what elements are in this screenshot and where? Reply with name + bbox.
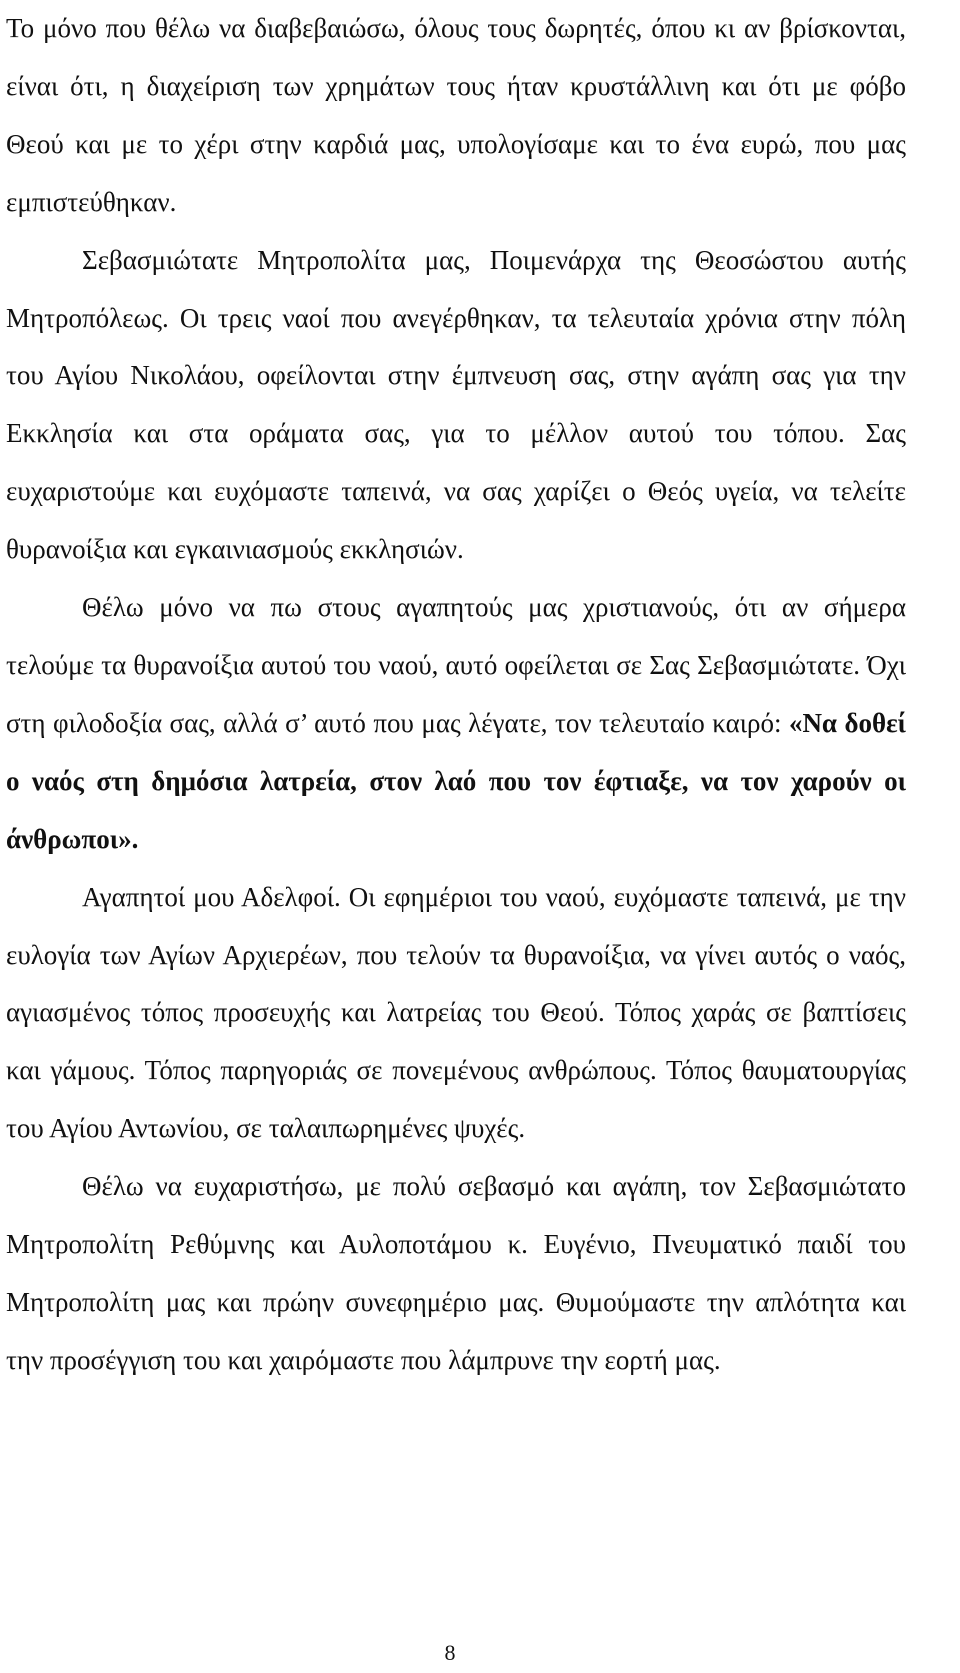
paragraph-opening-quote: «Να δοθεί ο ναός στη δημόσια λατρεία, στον λαό που τον έφτιαξε, να τον χαρούν οι άνθρωποι». [6,707,906,854]
page-number: 8 [444,1640,456,1665]
paragraph-opening-text: Θέλω μόνο να πω στους αγαπητούς μας χριστιανούς, ότι αν σήμερα τελούμε τα θυρανοίξια αυτού του ναού, αυτό οφείλεται σε Σας Σεβασμιώτατε. Όχι στη φιλοδοξία σας, αλλά σ’ αυτό που μας λέγατε, τον τελευταίο καιρό: [6,592,906,738]
paragraph-brothers: Αγαπητοί μου Αδελφοί. Οι εφημέριοι του ναού, ευχόμαστε ταπεινά, με την ευλογία των Αγίων Αρχιερέων, που τελούν τα θυρανοίξια, να γίνει αυτός ο ναός, αγιασμένος τόπος προσευχής και λατρείας του Θεού. Τόπος χαράς σε βαπτίσεις και γάμους. Τόπος παρηγοριάς σε πονεμένους ανθρώπους. Τόπος θαυματουργίας του Αγίου Αντωνίου, σε ταλαιπωρημένες ψυχές. [6,881,906,1144]
document-body [6,0,906,1390]
paragraph-donors: Το μόνο που θέλω να διαβεβαιώσω, όλους τους δωρητές, όπου κι αν βρίσκονται, είναι ότι, η διαχείριση των χρημάτων τους ήταν κρυστάλλινη και ότι με φόβο Θεού και με το χέρι στην καρδιά μας, υπολογίσαμε και το ένα ευρώ, που μας εμπιστεύθηκαν. [6,13,906,217]
paragraph-metropolitan: Σεβασμιώτατε Μητροπολίτα μας, Ποιμενάρχα της Θεοσώστου αυτής Μητροπόλεως. Οι τρεις ναοί που ανεγέρθηκαν, τα τελευταία χρόνια στην πόλη του Αγίου Νικολάου, οφείλονται στην έμπνευση σας, στην αγάπη σας για την Εκκλησία και στα οράματα σας, για το μέλλον αυτού του τόπου. Σας ευχαριστούμε και ευχόμαστε ταπεινά, να σας χαρίζει ο Θεός υγεία, να τελείτε θυρανοίξια και εγκαινιασμούς εκκλησιών. [6,244,906,565]
paragraph-thanks: Θέλω να ευχαριστήσω, με πολύ σεβασμό και αγάπη, τον Σεβασμιώτατο Μητροπολίτη Ρεθύμνης και Αυλοποτάμου κ. Ευγένιο, Πνευματικό παιδί του Μητροπολίτη μας και πρώην συνεφημέριο μας. Θυμούμαστε την απλότητα και την προσέγγιση του και χαιρόμαστε που λάμπρυνε την εορτή μας. [6,1171,906,1375]
paragraph-opening [6,579,906,869]
